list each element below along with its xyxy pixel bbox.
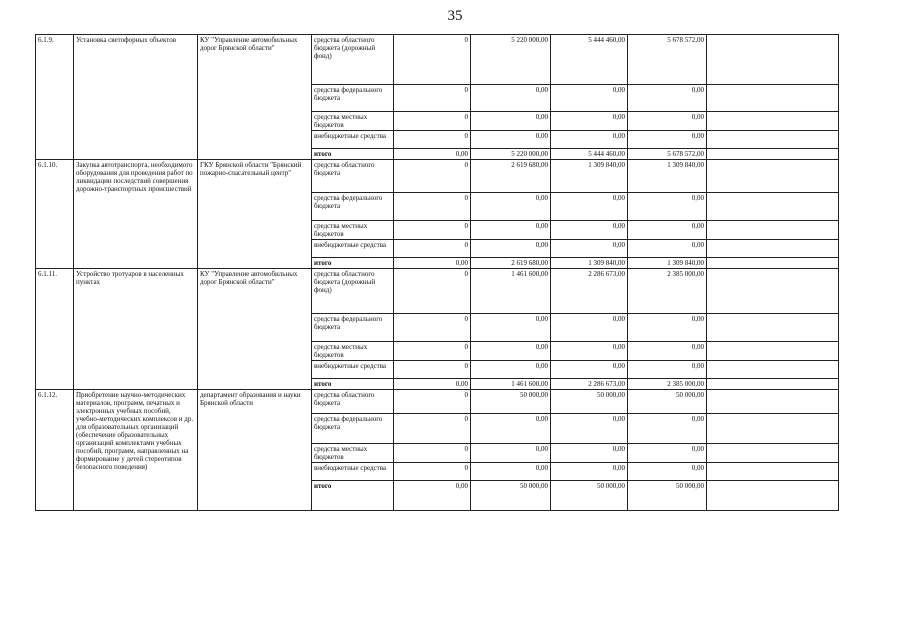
empty-cell xyxy=(707,342,839,361)
amount-cell: 0 xyxy=(394,193,471,221)
amount-cell: 0,00 xyxy=(628,112,707,131)
empty-cell xyxy=(707,314,839,342)
amount-cell: 0,00 xyxy=(394,379,471,390)
item-executor: КУ "Управление автомобильных дорог Брянской области" xyxy=(198,269,312,390)
amount-cell: 0,00 xyxy=(628,193,707,221)
amount-cell: 2 286 673,00 xyxy=(551,269,628,314)
amount-cell: 50 000,00 xyxy=(471,390,551,414)
funding-source: средства областного бюджета xyxy=(312,390,394,414)
amount-cell: 0 xyxy=(394,444,471,463)
amount-cell: 50 000,00 xyxy=(628,390,707,414)
empty-cell xyxy=(707,35,839,85)
item-name: Устройство тротуаров в населенных пунктах xyxy=(74,269,198,390)
amount-cell: 0,00 xyxy=(471,361,551,379)
amount-cell: 0,00 xyxy=(551,193,628,221)
amount-cell: 0,00 xyxy=(551,444,628,463)
amount-cell: 0,00 xyxy=(471,193,551,221)
amount-cell: 0 xyxy=(394,221,471,240)
amount-cell: 0 xyxy=(394,112,471,131)
funding-source: средства федерального бюджета xyxy=(312,193,394,221)
amount-cell: 5 220 000,00 xyxy=(471,35,551,85)
amount-cell: 0,00 xyxy=(551,361,628,379)
amount-cell: 0 xyxy=(394,463,471,481)
amount-cell: 0,00 xyxy=(628,85,707,112)
amount-cell: 0,00 xyxy=(551,240,628,258)
item-number: 6.1.11. xyxy=(36,269,74,390)
amount-cell: 5 220 000,00 xyxy=(471,149,551,160)
empty-cell xyxy=(707,221,839,240)
budget-table xyxy=(35,34,839,511)
amount-cell: 0,00 xyxy=(628,131,707,149)
empty-cell xyxy=(707,463,839,481)
amount-cell: 1 309 840,00 xyxy=(628,258,707,269)
amount-cell: 0 xyxy=(394,361,471,379)
amount-cell: 0 xyxy=(394,160,471,193)
table-row xyxy=(36,35,839,85)
amount-cell: 50 000,00 xyxy=(551,390,628,414)
amount-cell: 0,00 xyxy=(471,85,551,112)
empty-cell xyxy=(707,149,839,160)
table-row xyxy=(36,269,839,314)
amount-cell: 0,00 xyxy=(471,463,551,481)
amount-cell: 0,00 xyxy=(551,112,628,131)
amount-cell: 0,00 xyxy=(471,444,551,463)
funding-source: средства федерального бюджета xyxy=(312,314,394,342)
funding-source: средства областного бюджета (дорожный фонд) xyxy=(312,35,394,85)
item-executor: КУ "Управление автомобильных дорог Брянской области" xyxy=(198,35,312,160)
amount-cell: 0 xyxy=(394,35,471,85)
amount-cell: 0 xyxy=(394,390,471,414)
item-name: Закупка автотранспорта, необходимого оборудования для проведения работ по ликвидации последствий совершения дорожно-транспортных происшествий xyxy=(74,160,198,269)
amount-cell: 0,00 xyxy=(628,361,707,379)
amount-cell: 0,00 xyxy=(394,481,471,511)
amount-cell: 1 461 600,00 xyxy=(471,379,551,390)
amount-cell: 0 xyxy=(394,240,471,258)
item-name: Приобретение научно-методических материалов, программ, печатных и электронных учебных пособий, учебно-методических комплексов и др. для образовательных организаций (обеспечение образовательных организаций комплектами учебных пособий, программ, направленных на формирование у детей стереотипов безопасного поведения) xyxy=(74,390,198,511)
amount-cell: 0 xyxy=(394,342,471,361)
amount-cell: 0,00 xyxy=(628,463,707,481)
amount-cell: 0,00 xyxy=(551,85,628,112)
amount-cell: 0,00 xyxy=(628,414,707,444)
empty-cell xyxy=(707,444,839,463)
amount-cell: 0,00 xyxy=(551,463,628,481)
amount-cell: 0,00 xyxy=(551,314,628,342)
item-executor: департамент образования и науки Брянской области xyxy=(198,390,312,511)
funding-source: внебюджетные средства xyxy=(312,463,394,481)
funding-source: средства местных бюджетов xyxy=(312,444,394,463)
empty-cell xyxy=(707,85,839,112)
page-number: 35 xyxy=(447,8,463,24)
table-row xyxy=(36,160,839,193)
funding-source: внебюджетные средства xyxy=(312,240,394,258)
funding-source: средства местных бюджетов xyxy=(312,112,394,131)
amount-cell: 0,00 xyxy=(471,221,551,240)
empty-cell xyxy=(707,481,839,511)
amount-cell: 5 444 460,00 xyxy=(551,35,628,85)
funding-source: средства областного бюджета xyxy=(312,160,394,193)
amount-cell: 5 444 460,00 xyxy=(551,149,628,160)
amount-cell: 0,00 xyxy=(471,314,551,342)
funding-source: средства областного бюджета (дорожный фонд) xyxy=(312,269,394,314)
amount-cell: 5 678 572,00 xyxy=(628,35,707,85)
funding-source: средства федерального бюджета xyxy=(312,414,394,444)
empty-cell xyxy=(707,258,839,269)
amount-cell: 50 000,00 xyxy=(628,481,707,511)
amount-cell: 0 xyxy=(394,269,471,314)
funding-source: внебюджетные средства xyxy=(312,131,394,149)
amount-cell: 2 385 000,00 xyxy=(628,269,707,314)
amount-cell: 2 286 673,00 xyxy=(551,379,628,390)
empty-cell xyxy=(707,193,839,221)
amount-cell: 5 678 572,00 xyxy=(628,149,707,160)
funding-source: внебюджетные средства xyxy=(312,361,394,379)
item-name: Установка светофорных объектов xyxy=(74,35,198,160)
amount-cell: 0,00 xyxy=(551,414,628,444)
empty-cell xyxy=(707,414,839,444)
amount-cell: 0,00 xyxy=(471,112,551,131)
item-executor: ГКУ Брянской области "Брянский пожарно-спасательный центр" xyxy=(198,160,312,269)
amount-cell: 0,00 xyxy=(628,240,707,258)
funding-source: итого xyxy=(312,379,394,390)
amount-cell: 0,00 xyxy=(551,342,628,361)
empty-cell xyxy=(707,390,839,414)
funding-source: итого xyxy=(312,149,394,160)
item-number: 6.1.12. xyxy=(36,390,74,511)
empty-cell xyxy=(707,131,839,149)
funding-source: средства местных бюджетов xyxy=(312,342,394,361)
amount-cell: 1 461 600,00 xyxy=(471,269,551,314)
table-row xyxy=(36,390,839,414)
empty-cell xyxy=(707,379,839,390)
amount-cell: 0,00 xyxy=(394,258,471,269)
amount-cell: 2 619 680,00 xyxy=(471,258,551,269)
empty-cell xyxy=(707,269,839,314)
amount-cell: 0 xyxy=(394,85,471,112)
amount-cell: 1 309 840,00 xyxy=(551,258,628,269)
amount-cell: 2 619 680,00 xyxy=(471,160,551,193)
amount-cell: 0,00 xyxy=(471,240,551,258)
amount-cell: 0,00 xyxy=(471,131,551,149)
amount-cell: 0,00 xyxy=(471,414,551,444)
amount-cell: 0 xyxy=(394,314,471,342)
amount-cell: 0,00 xyxy=(394,149,471,160)
funding-source: итого xyxy=(312,258,394,269)
amount-cell: 50 000,00 xyxy=(551,481,628,511)
amount-cell: 0,00 xyxy=(628,444,707,463)
empty-cell xyxy=(707,240,839,258)
amount-cell: 50 000,00 xyxy=(471,481,551,511)
amount-cell: 1 309 840,00 xyxy=(551,160,628,193)
empty-cell xyxy=(707,160,839,193)
empty-cell xyxy=(707,112,839,131)
funding-source: средства местных бюджетов xyxy=(312,221,394,240)
amount-cell: 0 xyxy=(394,414,471,444)
funding-source: итого xyxy=(312,481,394,511)
amount-cell: 0,00 xyxy=(628,314,707,342)
amount-cell: 0,00 xyxy=(628,342,707,361)
amount-cell: 0,00 xyxy=(551,221,628,240)
amount-cell: 2 385 000,00 xyxy=(628,379,707,390)
amount-cell: 0 xyxy=(394,131,471,149)
item-number: 6.1.10. xyxy=(36,160,74,269)
item-number: 6.1.9. xyxy=(36,35,74,160)
amount-cell: 1 309 840,00 xyxy=(628,160,707,193)
empty-cell xyxy=(707,361,839,379)
amount-cell: 0,00 xyxy=(628,221,707,240)
amount-cell: 0,00 xyxy=(551,131,628,149)
funding-source: средства федерального бюджета xyxy=(312,85,394,112)
amount-cell: 0,00 xyxy=(471,342,551,361)
